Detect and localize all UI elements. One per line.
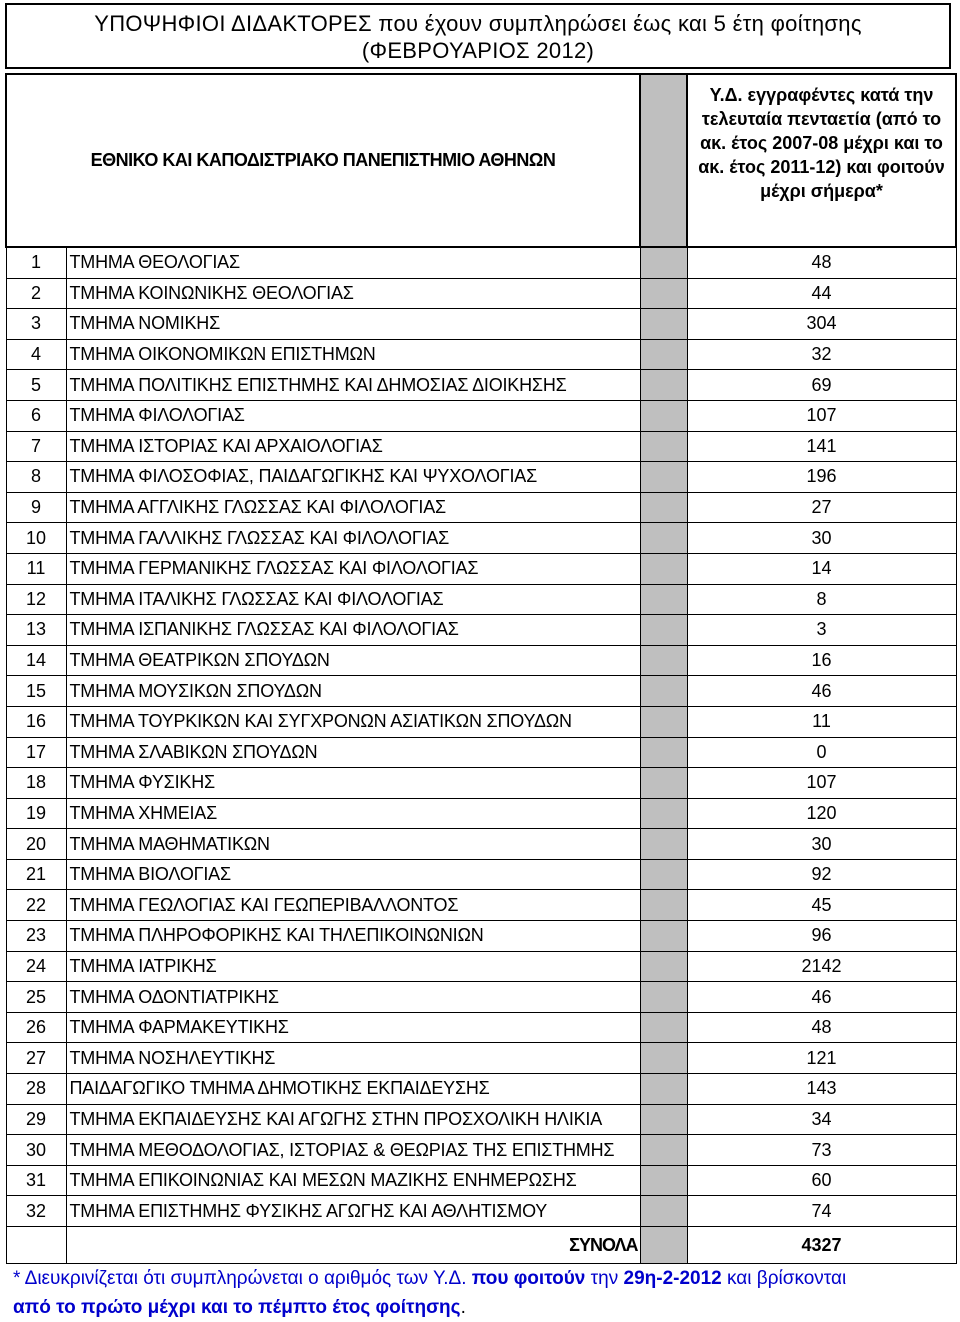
row-value: 46 xyxy=(687,676,956,707)
department-name: ΤΜΗΜΑ ΝΟΣΗΛΕΥΤΙΚΗΣ xyxy=(66,1043,640,1074)
footnote-text-4: 29η-2-2012 xyxy=(623,1268,722,1289)
department-name: ΤΜΗΜΑ ΕΚΠΑΙΔΕΥΣΗΣ ΚΑΙ ΑΓΩΓΗΣ ΣΤΗΝ ΠΡΟΣΧΟΛΙΚΗ ΗΛΙΚΙΑ xyxy=(66,1104,640,1135)
total-empty-cell xyxy=(6,1227,66,1264)
row-value: 8 xyxy=(687,584,956,615)
grey-spacer xyxy=(640,645,687,676)
grey-spacer xyxy=(640,339,687,370)
table-row xyxy=(6,523,956,554)
grey-spacer xyxy=(640,584,687,615)
grey-spacer-header xyxy=(640,74,687,247)
grey-spacer xyxy=(640,1074,687,1105)
table-row xyxy=(6,1074,956,1105)
grey-spacer xyxy=(640,1196,687,1227)
row-value: 27 xyxy=(687,492,956,523)
row-value: 107 xyxy=(687,768,956,799)
table-row xyxy=(6,951,956,982)
table-row xyxy=(6,553,956,584)
row-number: 16 xyxy=(6,706,66,737)
department-name: ΤΜΗΜΑ ΙΣΠΑΝΙΚΗΣ ΓΛΩΣΣΑΣ ΚΑΙ ΦΙΛΟΛΟΓΙΑΣ xyxy=(66,615,640,646)
row-number: 10 xyxy=(6,523,66,554)
page-title: ΥΠΟΨΗΦΙΟΙ ΔΙΔΑΚΤΟΡΕΣ που έχουν συμπληρώσει έως και 5 έτη φοίτησης xyxy=(94,11,862,36)
table-row xyxy=(6,492,956,523)
row-value: 141 xyxy=(687,431,956,462)
row-number: 23 xyxy=(6,921,66,952)
grey-spacer xyxy=(640,706,687,737)
table-row xyxy=(6,921,956,952)
row-number: 13 xyxy=(6,615,66,646)
grey-spacer xyxy=(640,247,687,278)
department-name: ΤΜΗΜΑ ΘΕΟΛΟΓΙΑΣ xyxy=(66,247,640,278)
table-row xyxy=(6,1104,956,1135)
grey-spacer xyxy=(640,309,687,340)
grey-spacer xyxy=(640,921,687,952)
row-number: 1 xyxy=(6,247,66,278)
title-box xyxy=(5,3,951,69)
footnote xyxy=(13,1264,960,1322)
department-name: ΤΜΗΜΑ ΝΟΜΙΚΗΣ xyxy=(66,309,640,340)
row-number: 18 xyxy=(6,768,66,799)
grey-spacer xyxy=(640,1165,687,1196)
grey-spacer xyxy=(640,370,687,401)
row-number: 7 xyxy=(6,431,66,462)
row-value: 11 xyxy=(687,706,956,737)
row-number: 25 xyxy=(6,982,66,1013)
table-row xyxy=(6,890,956,921)
grey-spacer xyxy=(640,1043,687,1074)
department-name: ΤΜΗΜΑ ΓΑΛΛΙΚΗΣ ΓΛΩΣΣΑΣ ΚΑΙ ΦΙΛΟΛΟΓΙΑΣ xyxy=(66,523,640,554)
row-number: 12 xyxy=(6,584,66,615)
table-row xyxy=(6,615,956,646)
grey-spacer xyxy=(640,798,687,829)
row-value: 120 xyxy=(687,798,956,829)
grey-spacer xyxy=(640,553,687,584)
grey-spacer xyxy=(640,768,687,799)
total-value: 4327 xyxy=(687,1227,956,1264)
row-number: 8 xyxy=(6,462,66,493)
footnote-text-1: * Διευκρινίζεται ότι συμπληρώνεται ο αριθμός των Υ.Δ. xyxy=(13,1268,472,1289)
department-name: ΤΜΗΜΑ ΙΤΑΛΙΚΗΣ ΓΛΩΣΣΑΣ ΚΑΙ ΦΙΛΟΛΟΓΙΑΣ xyxy=(66,584,640,615)
department-name: ΤΜΗΜΑ ΓΕΡΜΑΝΙΚΗΣ ΓΛΩΣΣΑΣ ΚΑΙ ΦΙΛΟΛΟΓΙΑΣ xyxy=(66,553,640,584)
department-name: ΤΜΗΜΑ ΤΟΥΡΚΙΚΩΝ ΚΑΙ ΣΥΓΧΡΟΝΩΝ ΑΣΙΑΤΙΚΩΝ ΣΠΟΥΔΩΝ xyxy=(66,706,640,737)
row-value: 74 xyxy=(687,1196,956,1227)
grey-spacer xyxy=(640,615,687,646)
row-value: 30 xyxy=(687,523,956,554)
row-value: 46 xyxy=(687,982,956,1013)
table-row xyxy=(6,278,956,309)
row-value: 73 xyxy=(687,1135,956,1166)
grey-spacer xyxy=(640,462,687,493)
table-row xyxy=(6,829,956,860)
table-row xyxy=(6,584,956,615)
table-row xyxy=(6,462,956,493)
row-value: 107 xyxy=(687,400,956,431)
grey-spacer xyxy=(640,1104,687,1135)
table-row xyxy=(6,645,956,676)
row-value: 92 xyxy=(687,859,956,890)
department-name: ΤΜΗΜΑ ΕΠΙΣΤΗΜΗΣ ΦΥΣΙΚΗΣ ΑΓΩΓΗΣ ΚΑΙ ΑΘΛΗΤΙΣΜΟΥ xyxy=(66,1196,640,1227)
department-name: ΤΜΗΜΑ ΟΙΚΟΝΟΜΙΚΩΝ ΕΠΙΣΤΗΜΩΝ xyxy=(66,339,640,370)
row-number: 24 xyxy=(6,951,66,982)
department-name: ΤΜΗΜΑ ΟΔΟΝΤΙΑΤΡΙΚΗΣ xyxy=(66,982,640,1013)
row-value: 34 xyxy=(687,1104,956,1135)
footnote-text-2: που φοιτούν xyxy=(471,1268,586,1289)
grey-spacer xyxy=(640,492,687,523)
grey-spacer xyxy=(640,400,687,431)
department-name: ΤΜΗΜΑ ΦΑΡΜΑΚΕΥΤΙΚΗΣ xyxy=(66,1012,640,1043)
grey-spacer xyxy=(640,431,687,462)
department-name: ΤΜΗΜΑ ΠΛΗΡΟΦΟΡΙΚΗΣ ΚΑΙ ΤΗΛΕΠΙΚΟΙΝΩΝΙΩΝ xyxy=(66,921,640,952)
department-name: ΤΜΗΜΑ ΜΟΥΣΙΚΩΝ ΣΠΟΥΔΩΝ xyxy=(66,676,640,707)
row-value: 48 xyxy=(687,247,956,278)
grey-spacer xyxy=(640,676,687,707)
grey-spacer xyxy=(640,829,687,860)
row-value: 196 xyxy=(687,462,956,493)
department-name: ΤΜΗΜΑ ΒΙΟΛΟΓΙΑΣ xyxy=(66,859,640,890)
department-name: ΤΜΗΜΑ ΜΑΘΗΜΑΤΙΚΩΝ xyxy=(66,829,640,860)
table-row xyxy=(6,247,956,278)
total-label: ΣΥΝΟΛΑ xyxy=(66,1227,640,1264)
department-name: ΤΜΗΜΑ ΓΕΩΛΟΓΙΑΣ ΚΑΙ ΓΕΩΠΕΡΙΒΑΛΛΟΝΤΟΣ xyxy=(66,890,640,921)
row-value: 30 xyxy=(687,829,956,860)
department-name: ΤΜΗΜΑ ΦΙΛΟΣΟΦΙΑΣ, ΠΑΙΔΑΓΩΓΙΚΗΣ ΚΑΙ ΨΥΧΟΛΟΓΙΑΣ xyxy=(66,462,640,493)
column-header: Υ.Δ. εγγραφέντες κατά την τελευταία πενταετία (από το ακ. έτος 2007-08 μέχρι και το ακ. έτος 2011-12) και φοιτούν μέχρι σήμερα* xyxy=(687,74,956,247)
grey-spacer xyxy=(640,951,687,982)
row-value: 32 xyxy=(687,339,956,370)
department-name: ΤΜΗΜΑ ΦΙΛΟΛΟΓΙΑΣ xyxy=(66,400,640,431)
row-number: 21 xyxy=(6,859,66,890)
table-row xyxy=(6,1196,956,1227)
department-name: ΤΜΗΜΑ ΙΑΤΡΙΚΗΣ xyxy=(66,951,640,982)
department-name: ΤΜΗΜΑ ΕΠΙΚΟΙΝΩΝΙΑΣ ΚΑΙ ΜΕΣΩΝ ΜΑΖΙΚΗΣ ΕΝΗΜΕΡΩΣΗΣ xyxy=(66,1165,640,1196)
row-value: 2142 xyxy=(687,951,956,982)
table-row xyxy=(6,859,956,890)
table-row xyxy=(6,339,956,370)
table-row xyxy=(6,1043,956,1074)
row-number: 20 xyxy=(6,829,66,860)
table-row xyxy=(6,370,956,401)
table-row xyxy=(6,676,956,707)
row-number: 11 xyxy=(6,553,66,584)
row-number: 3 xyxy=(6,309,66,340)
footnote-text-7: . xyxy=(460,1297,466,1318)
row-value: 3 xyxy=(687,615,956,646)
row-value: 14 xyxy=(687,553,956,584)
row-number: 30 xyxy=(6,1135,66,1166)
table-row xyxy=(6,1135,956,1166)
row-number: 5 xyxy=(6,370,66,401)
department-name: ΤΜΗΜΑ ΙΣΤΟΡΙΑΣ ΚΑΙ ΑΡΧΑΙΟΛΟΓΙΑΣ xyxy=(66,431,640,462)
department-name: ΤΜΗΜΑ ΘΕΑΤΡΙΚΩΝ ΣΠΟΥΔΩΝ xyxy=(66,645,640,676)
footnote-text-5: και βρίσκονται xyxy=(721,1268,847,1289)
row-number: 19 xyxy=(6,798,66,829)
row-number: 15 xyxy=(6,676,66,707)
footnote-text-6: από το πρώτο μέχρι και το πέμπτο έτος φοίτησης xyxy=(13,1297,461,1318)
row-value: 69 xyxy=(687,370,956,401)
table-row xyxy=(6,1165,956,1196)
table-header-row xyxy=(6,74,956,247)
row-number: 28 xyxy=(6,1074,66,1105)
department-name: ΤΜΗΜΑ ΠΟΛΙΤΙΚΗΣ ΕΠΙΣΤΗΜΗΣ ΚΑΙ ΔΗΜΟΣΙΑΣ ΔΙΟΙΚΗΣΗΣ xyxy=(66,370,640,401)
row-value: 304 xyxy=(687,309,956,340)
grey-spacer xyxy=(640,982,687,1013)
row-value: 121 xyxy=(687,1043,956,1074)
department-name: ΤΜΗΜΑ ΜΕΘΟΔΟΛΟΓΙΑΣ, ΙΣΤΟΡΙΑΣ & ΘΕΩΡΙΑΣ ΤΗΣ ΕΠΙΣΤΗΜΗΣ xyxy=(66,1135,640,1166)
grey-spacer xyxy=(640,859,687,890)
table-row xyxy=(6,768,956,799)
grey-spacer-total xyxy=(640,1227,687,1264)
table-row xyxy=(6,1012,956,1043)
grey-spacer xyxy=(640,278,687,309)
department-name: ΠΑΙΔΑΓΩΓΙΚΟ ΤΜΗΜΑ ΔΗΜΟΤΙΚΗΣ ΕΚΠΑΙΔΕΥΣΗΣ xyxy=(66,1074,640,1105)
table-row xyxy=(6,798,956,829)
department-name: ΤΜΗΜΑ ΦΥΣΙΚΗΣ xyxy=(66,768,640,799)
row-number: 17 xyxy=(6,737,66,768)
row-value: 48 xyxy=(687,1012,956,1043)
row-number: 32 xyxy=(6,1196,66,1227)
row-number: 6 xyxy=(6,400,66,431)
row-number: 2 xyxy=(6,278,66,309)
row-number: 31 xyxy=(6,1165,66,1196)
grey-spacer xyxy=(640,523,687,554)
table-row xyxy=(6,431,956,462)
table-row xyxy=(6,982,956,1013)
table-row xyxy=(6,309,956,340)
data-table xyxy=(5,73,957,1264)
row-value: 60 xyxy=(687,1165,956,1196)
row-number: 14 xyxy=(6,645,66,676)
university-name: ΕΘΝΙΚΟ ΚΑΙ ΚΑΠΟΔΙΣΤΡΙΑΚΟ ΠΑΝΕΠΙΣΤΗΜΙΟ ΑΘΗΝΩΝ xyxy=(6,74,640,247)
row-value: 45 xyxy=(687,890,956,921)
row-value: 16 xyxy=(687,645,956,676)
department-name: ΤΜΗΜΑ ΣΛΑΒΙΚΩΝ ΣΠΟΥΔΩΝ xyxy=(66,737,640,768)
grey-spacer xyxy=(640,1135,687,1166)
row-value: 96 xyxy=(687,921,956,952)
row-number: 26 xyxy=(6,1012,66,1043)
row-number: 27 xyxy=(6,1043,66,1074)
grey-spacer xyxy=(640,737,687,768)
department-name: ΤΜΗΜΑ ΚΟΙΝΩΝΙΚΗΣ ΘΕΟΛΟΓΙΑΣ xyxy=(66,278,640,309)
total-row xyxy=(6,1227,956,1264)
row-value: 0 xyxy=(687,737,956,768)
row-number: 9 xyxy=(6,492,66,523)
table-row xyxy=(6,706,956,737)
row-value: 143 xyxy=(687,1074,956,1105)
page-subtitle: (ΦΕΒΡΟΥΑΡΙΟΣ 2012) xyxy=(361,38,595,63)
row-number: 22 xyxy=(6,890,66,921)
row-number: 4 xyxy=(6,339,66,370)
table-row xyxy=(6,737,956,768)
department-name: ΤΜΗΜΑ ΧΗΜΕΙΑΣ xyxy=(66,798,640,829)
grey-spacer xyxy=(640,890,687,921)
footnote-text-3: την xyxy=(585,1268,624,1289)
grey-spacer xyxy=(640,1012,687,1043)
row-number: 29 xyxy=(6,1104,66,1135)
row-value: 44 xyxy=(687,278,956,309)
table-row xyxy=(6,400,956,431)
department-name: ΤΜΗΜΑ ΑΓΓΛΙΚΗΣ ΓΛΩΣΣΑΣ ΚΑΙ ΦΙΛΟΛΟΓΙΑΣ xyxy=(66,492,640,523)
